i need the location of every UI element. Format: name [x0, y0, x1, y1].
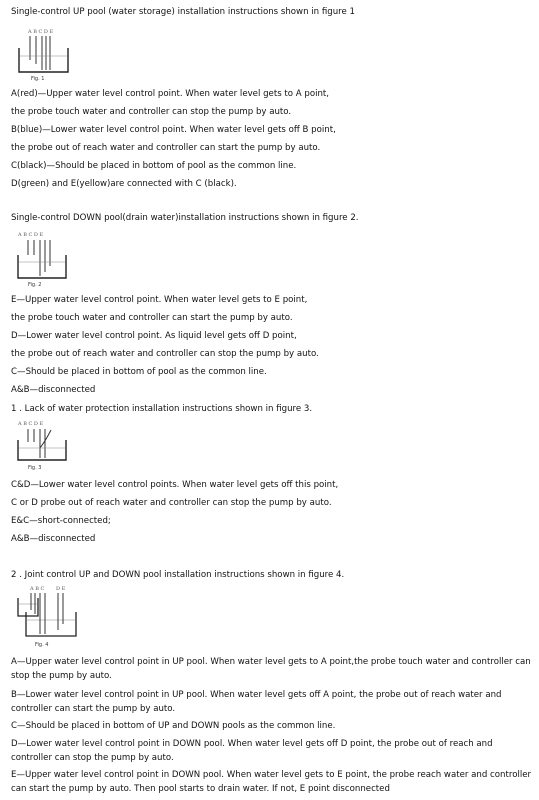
- s4-para-2: B—Lower water level control point in UP pool. When water level gets off A point, the probe out of reach water and controller can start the pump by auto.: [11, 690, 502, 714]
- figure-2-caption: Fig. 2: [28, 282, 42, 288]
- s1-line-6: D(green) and E(yellow)are connected with C (black).: [11, 179, 237, 189]
- figure-1-caption: Fig. 1: [31, 76, 45, 82]
- s2-line-6: A&B—disconnected: [11, 385, 96, 395]
- figure-4-letters-left: A B C: [30, 586, 45, 592]
- s4-para-4: D—Lower water level control point in DOWN pool. When water level gets off D point, the probe out of reach and controller can stop the pump by auto.: [11, 739, 493, 763]
- s3-line-2: C or D probe out of reach water and controller can stop the pump by auto.: [11, 498, 332, 508]
- s2-line-3: D—Lower water level control point. As liquid level gets off D point,: [11, 331, 297, 341]
- s3-line-1: C&D—Lower water level control points. When water level gets off this point,: [11, 480, 339, 490]
- section4-heading: 2 . Joint control UP and DOWN pool installation instructions shown in figure 4.: [11, 570, 345, 580]
- figure-4: [16, 584, 82, 650]
- figure-1: [16, 26, 76, 84]
- figure-3-caption: Fig. 3: [28, 465, 42, 471]
- figure-3: [16, 418, 76, 474]
- s1-line-4: the probe out of reach water and controller can start the pump by auto.: [11, 143, 321, 153]
- figure-2: [16, 229, 76, 291]
- s1-line-1: A(red)—Upper water level control point. When water level gets to A point,: [11, 89, 330, 99]
- s4-para-3: C—Should be placed in bottom of UP and DOWN pools as the common line.: [11, 721, 336, 731]
- figure-2-letters: A B C D E: [18, 232, 44, 238]
- s4-para-1: A—Upper water level control point in UP pool. When water level gets to A point,the probe touch water and controller can stop the pump by auto.: [11, 657, 531, 681]
- s1-line-5: C(black)—Should be placed in bottom of pool as the common line.: [11, 161, 297, 171]
- s1-line-3: B(blue)—Lower water level control point. When water level gets off B point,: [11, 125, 336, 135]
- s2-line-2: the probe touch water and controller can start the pump by auto.: [11, 313, 293, 323]
- figure-4-letters-right: D E: [56, 586, 66, 592]
- figure-3-letters: A B C D E: [18, 421, 44, 427]
- section1-heading: Single-control UP pool (water storage) installation instructions shown in figure 1: [11, 7, 355, 17]
- s3-line-4: A&B—disconnected: [11, 534, 96, 544]
- s2-line-1: E—Upper water level control point. When water level gets to E point,: [11, 295, 308, 305]
- figure-1-letters: A B C D E: [28, 29, 54, 35]
- s2-line-5: C—Should be placed in bottom of pool as the common line.: [11, 367, 267, 377]
- s1-line-2: the probe touch water and controller can stop the pump by auto.: [11, 107, 292, 117]
- section3-heading: 1 . Lack of water protection installation instructions shown in figure 3.: [11, 404, 313, 414]
- section2-heading: Single-control DOWN pool(drain water)installation instructions shown in figure 2.: [11, 213, 359, 223]
- s3-line-3: E&C—short-connected;: [11, 516, 111, 526]
- s2-line-4: the probe out of reach water and controller can stop the pump by auto.: [11, 349, 319, 359]
- figure-4-caption: Fig. 4: [35, 642, 49, 648]
- s4-para-5: E—Upper water level control point in DOWN pool. When water level gets to E point, the probe reach water and controller can start the pump by auto. Then pool starts to drain water. If not, E point disconnected: [11, 770, 532, 794]
